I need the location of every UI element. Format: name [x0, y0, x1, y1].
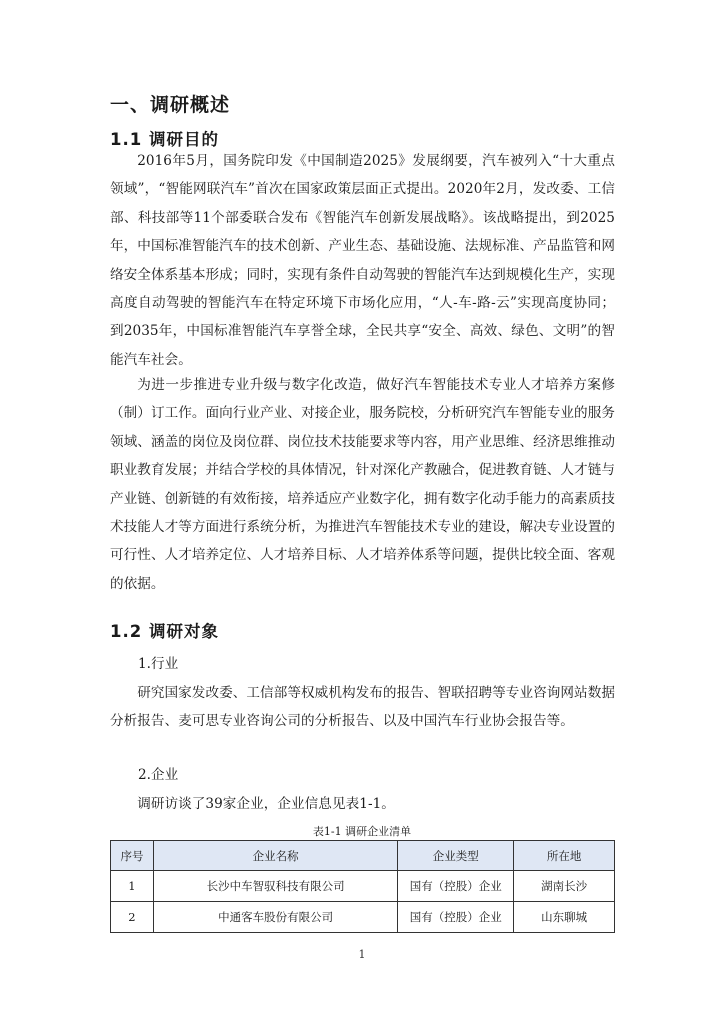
paragraph-enterprise-summary: 调研访谈了39家企业，企业信息见表1-1。 — [137, 796, 395, 812]
cell-company-type: 国有（控股）企业 — [398, 871, 514, 902]
table-row — [111, 902, 615, 933]
header-company-name: 企业名称 — [153, 841, 397, 871]
cell-company-name: 长沙中车智驭科技有限公司 — [153, 871, 397, 902]
heading-research-purpose: 1.1 调研目的 — [110, 130, 219, 149]
cell-index: 1 — [111, 871, 154, 902]
cell-location: 湖南长沙 — [514, 871, 615, 902]
subheading-industry: 1.行业 — [138, 656, 179, 672]
header-location: 所在地 — [514, 841, 615, 871]
heading-research-objects: 1.2 调研对象 — [110, 622, 219, 641]
table-caption: 表1-1 调研企业清单 — [312, 825, 412, 838]
paragraph-industry-sources: 研究国家发改委、工信部等权威机构发布的报告、智联招聘等专业咨询网站数据分析报告、麦可思专业咨询公司的分析报告、以及中国汽车行业协会报告等。 — [110, 685, 615, 730]
header-company-type: 企业类型 — [398, 841, 514, 871]
cell-company-name: 中通客车股份有限公司 — [153, 902, 397, 933]
table-header-row — [111, 841, 615, 871]
table-row — [111, 871, 615, 902]
subheading-enterprise: 2.企业 — [138, 767, 179, 783]
header-index: 序号 — [111, 841, 154, 871]
paragraph-policy-background: 2016年5月，国务院印发《中国制造2025》发展纲要，汽车被列入“十大重点领域”，“智能网联汽车”首次在国家政策层面正式提出。2020年2月，发改委、工信部、科技部等11个部委联合发布《智能汽车创新发展战略》。该战略提出，到2025年，中国标准智能汽车的技术创新、产业生态、基础设施、法规标准、产品监管和网络安全体系基本形成；同时，实现有条件自动驾驶的智能汽车达到规模化生产，实现高度自动驾驶的智能汽车在特定环境下市场化应用，“人-车-路-云”实现高度协同；到2035年，中国标准智能汽车享誉全球，全民共享“安全、高效、绿色、文明”的智能汽车社会。 — [110, 153, 615, 368]
section-title: 一、调研概述 — [110, 94, 231, 116]
page-number: 1 — [358, 948, 366, 961]
enterprise-table — [110, 840, 615, 933]
cell-index: 2 — [111, 902, 154, 933]
cell-company-type: 国有（控股）企业 — [398, 902, 514, 933]
paragraph-research-goals: 为进一步推进专业升级与数字化改造，做好汽车智能技术专业人才培养方案修（制）订工作。面向行业产业、对接企业，服务院校，分析研究汽车智能专业的服务领域、涵盖的岗位及岗位群、岗位技术技能要求等内容，用产业思维、经济思维推动职业教育发展；并结合学校的具体情况，针对深化产教融合，促进教育链、人才链与产业链、创新链的有效衔接，培养适应产业数字化，拥有数字化动手能力的高素质技术技能人才等方面进行系统分析，为推进汽车智能技术专业的建设，解决专业设置的可行性、人才培养定位、人才培养目标、人才培养体系等问题，提供比较全面、客观的依据。 — [110, 377, 615, 592]
cell-location: 山东聊城 — [514, 902, 615, 933]
